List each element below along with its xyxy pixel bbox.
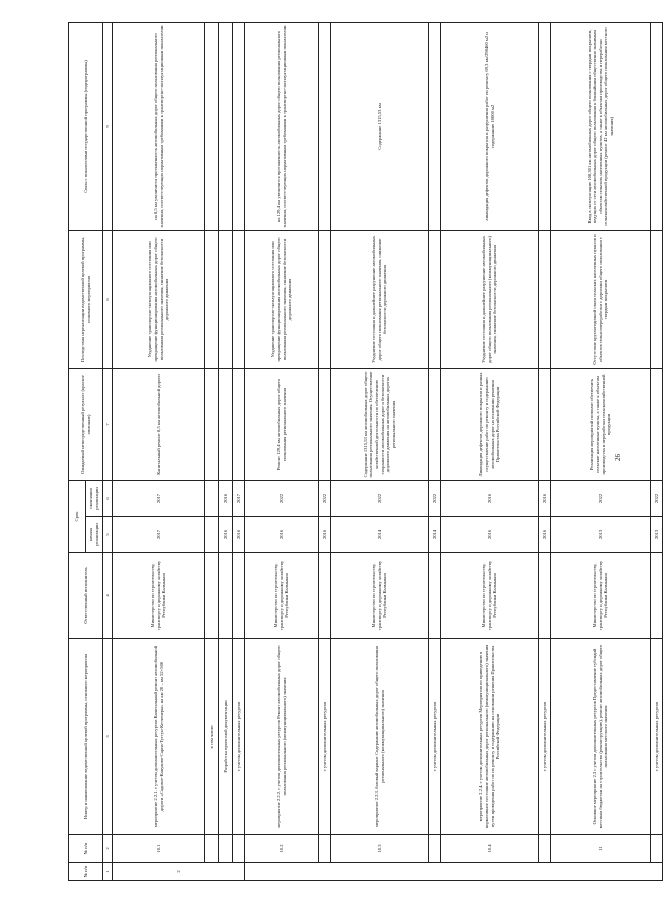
column-number: 7 <box>103 368 113 480</box>
table-row <box>551 22 651 880</box>
table-row <box>319 22 331 880</box>
activity-name: Основное мероприятие 2.3 с учетом дополнительных ресурсов Предоставление субсидий местным бюджетам на строительство (реконструкцию), ремонт автомобильных дорог общего пользования местного значения <box>551 639 651 835</box>
end-year: 2016 <box>441 480 539 516</box>
table-row <box>441 22 539 880</box>
start-year: 2013 <box>551 517 651 553</box>
activity-name: мероприятие 2.2.3. базовый вариант Содержание автомобильных дорог общего пользования регионального (межмуниципального) значения <box>331 639 429 835</box>
end-year: 2016 <box>219 480 233 516</box>
header-program-name: Номер и наименование ведомственной целевой программы, основного мероприятия <box>69 639 103 835</box>
column-number: 1 <box>103 863 113 881</box>
header-num-outer: № п/п <box>69 863 103 881</box>
row-number: 10.2 <box>245 835 319 863</box>
activity-name: мероприятие 2.2.4. с учетом дополнительных ресурсов Мероприятия по приведению в нормативное состояние автомобильных дорог регионального (межмуниципального) значения путем проведения работ по их ремонту и содержанию на основании решения Правительства Российской Федерации <box>441 639 539 835</box>
column-number: 6 <box>103 480 113 516</box>
header-consequences: Последствия нереализации ведомственной целевой программы, основного мероприятия <box>69 230 103 368</box>
row-number: 10.4 <box>441 835 539 863</box>
program-table <box>68 22 663 881</box>
start-year: 2016 <box>441 517 539 553</box>
end-year: 2022 <box>551 480 651 516</box>
header-term: Срок <box>69 480 86 552</box>
row-number: 11 <box>551 835 651 863</box>
consequences: Ухудшение транспортно-эксплуатационного состояния или прекращение функционирования автомобильных дорог общего пользования регионального значения, снижение безопасности дорожного движения <box>245 230 319 368</box>
activity-name: с учетом дополнительных ресурсов <box>319 639 331 835</box>
expected-result: Реализация мероприятий позволит обеспечить сельские населенные пункты, а также к объектам производства и переработки сельскохозяйственной продукции <box>551 368 651 480</box>
table-row <box>219 22 233 880</box>
table-row <box>651 22 663 880</box>
activity-name: мероприятие 2.2.2. с учетом дополнительных ресурсов Ремонт автомобильных дорог общего пользования регионального (межмуниципального) значения <box>245 639 319 835</box>
indicator-link: ликвидация дефектов дорожного покрытия и разрушения работ по ремонту 69,3 км/298460 м2 и содержанию 18000 м2 <box>441 22 539 230</box>
column-number: 5 <box>103 517 113 553</box>
table-row <box>429 22 441 880</box>
page-number: 26 <box>614 454 622 461</box>
start-year: 2017 <box>113 517 205 553</box>
header-result: Ожидаемый непосредственный результат (краткое описание) <box>69 368 103 480</box>
expected-result: Капитальный ремонт 8,5 км автомобильной дороги <box>113 368 205 480</box>
activity-name: мероприятие 2.2.1. с учетом дополнительных ресурсов Капитальный ремонт автомобильной дороги «Садовое-Кануково-Сарпа-Тугтун-Кетченеры» на км 20 – км 52+500 <box>113 639 205 835</box>
header-link: Связь с показателями государственной программы (подпрограммы) <box>69 22 103 230</box>
column-number: 9 <box>103 22 113 230</box>
indicator-link: Ввод в эксплуатацию 108,301 км автомобильных дорог общего пользования с твердым покрытием, ведущих от сети автомобильных дорог общего пользования к ближайшим общественно значимым объектам сельских населенных пунктов, а также к объектам производства и переработки сельскохозяйственной продукции (ремонт 42 км автомобильных дорог общего пользования местного значения) <box>551 22 651 230</box>
end-year: 2022 <box>331 480 429 516</box>
header-responsible: Ответственный исполнитель <box>69 553 103 639</box>
responsible-executor: Министерство по строительству, транспорту и дорожному хозяйству Республики Калмыкия <box>331 553 429 639</box>
end-year: 2022 <box>651 480 663 516</box>
activity-name: в том числе: <box>205 639 219 835</box>
responsible-executor: Министерство по строительству, транспорту и дорожному хозяйству Республики Калмыкия <box>441 553 539 639</box>
start-year: 2016 <box>319 517 331 553</box>
start-year: 2016 <box>233 517 245 553</box>
table-row <box>539 22 551 880</box>
header-term-start: начала реализации <box>86 517 103 553</box>
start-year: 2016 <box>539 517 551 553</box>
start-year: 2016 <box>245 517 319 553</box>
start-year: 2016 <box>219 517 233 553</box>
column-number: 3 <box>103 639 113 835</box>
consequences: Ухудшение состояния и дальнейшее разрушение автомобильных дорог общего пользования регионального значения, снижение безопасности дорожного движения <box>331 230 429 368</box>
column-numbers-row <box>103 22 113 880</box>
activity-name: с учетом дополнительных ресурсов <box>429 639 441 835</box>
header-term-end: окончания реализации <box>86 480 103 516</box>
row-number: 10.1 <box>113 835 205 863</box>
expected-result: Ремонт 129,4 км автомобильных дорог общего пользования регионального значения <box>245 368 319 480</box>
start-year: 2013 <box>651 517 663 553</box>
consequences: Ухудшение состояния и дальнейшее разрушение автомобильных дорог общего пользования регионального (межмуниципального) значения, снижение безопасности дорожного движения <box>441 230 539 368</box>
end-year: 2022 <box>245 480 319 516</box>
activity-name: с учетом дополнительных ресурсов <box>539 639 551 835</box>
end-year: 2016 <box>539 480 551 516</box>
end-year: 2017 <box>233 480 245 516</box>
table-row <box>233 22 245 880</box>
expected-result: Содержание 1315,53 км автомобильных дорог общего пользования регионального значения. Осуществление хозяйственной деятельности по обеспечению сохранности автомобильных дорог и безопасности дорожного движения на автомобильных дорогах регионального значения <box>331 368 429 480</box>
indicator-link: Содержание 1315,53 км <box>331 22 429 230</box>
responsible-executor: Министерство по строительству, транспорту и дорожному хозяйству Республики Калмыкия <box>113 553 205 639</box>
start-year: 2014 <box>429 517 441 553</box>
column-number: 2 <box>103 835 113 863</box>
consequences: Ухудшение транспортно-эксплуатационного состояния или прекращение функционирования автомобильных дорог общего пользования регионального значения, снижение безопасности дорожного движения <box>113 230 205 368</box>
column-number: 8 <box>103 230 113 368</box>
section-number: 2 <box>113 863 245 881</box>
activity-name: с учетом дополнительных ресурсов <box>233 639 245 835</box>
table-row <box>205 22 219 880</box>
row-number: 10.3 <box>331 835 429 863</box>
expected-result: Ликвидация дефектов дорожного покрытия и разных осуществление работ по ремонту и содержанию автомобильных дорог на основании решения Правительства Российской Федерации <box>441 368 539 480</box>
column-number: 4 <box>103 553 113 639</box>
indicator-link: на 8,5 км увеличится протяженность автомобильных дорог общего пользования регионального значения, соответствующих нормативным требованиям к транспортно-эксплуатационным показателям <box>113 22 205 230</box>
header-num: № п/п <box>69 835 103 863</box>
consequences: Отсутствие круглогодичной связи сельских населенных пунктов и объектов сельхозпереработки с дорогами общего пользования с твердым покрытием <box>551 230 651 368</box>
table-row <box>331 22 429 880</box>
end-year: 2022 <box>319 480 331 516</box>
activity-name: с учетом дополнительных ресурсов <box>651 639 663 835</box>
table-header-row <box>69 22 86 880</box>
activity-name: Разработка проектной документации <box>219 639 233 835</box>
responsible-executor: Министерство по строительству, транспорту и дорожному хозяйству Республики Калмыкия <box>551 553 651 639</box>
responsible-executor: Министерство по строительству, транспорту и дорожному хозяйству Республики Калмыкия <box>245 553 319 639</box>
end-year: 2022 <box>429 480 441 516</box>
end-year: 2017 <box>113 480 205 516</box>
indicator-link: на 129,4 км увеличится протяженность автомобильных дорог общего пользования регионального значения, соответствующих нормативным требованиям к транспортно-эксплуатационным показателям <box>245 22 319 230</box>
start-year: 2014 <box>331 517 429 553</box>
table-row <box>113 22 205 880</box>
table-row <box>245 22 319 880</box>
